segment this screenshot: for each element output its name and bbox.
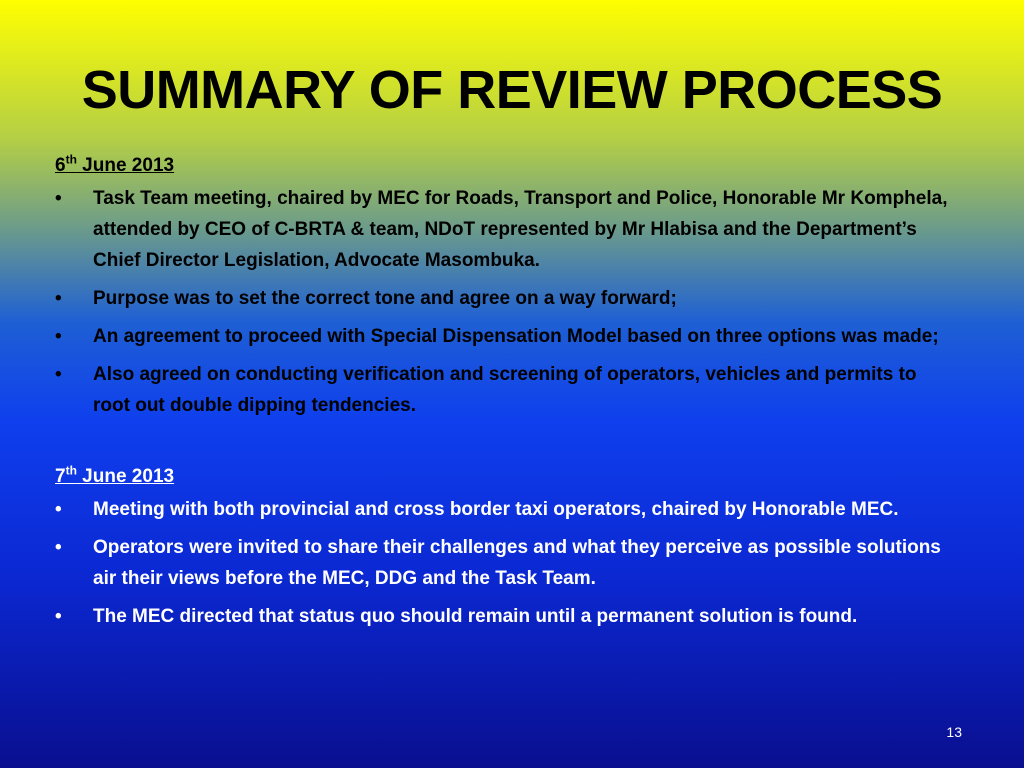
- date-day: 6: [55, 155, 66, 176]
- slide-content: [55, 150, 955, 639]
- bullet-list-june-6: [55, 183, 955, 421]
- list-item: • Also agreed on conducting verification and screening of operators, vehicles and permits to root out double dipping tendencies.: [55, 359, 955, 421]
- list-item: • The MEC directed that status quo should remain until a permanent solution is found.: [55, 601, 955, 632]
- section-date-june-6: [55, 150, 955, 181]
- list-item: • Meeting with both provincial and cross border taxi operators, chaired by Honorable MEC.: [55, 494, 955, 525]
- slide-title: SUMMARY OF REVIEW PROCESS: [81, 60, 943, 120]
- date-suffix: th: [65, 463, 77, 478]
- bullet-list-june-7: [55, 494, 955, 632]
- date-rest: June 2013: [76, 466, 175, 487]
- list-item: • An agreement to proceed with Special Dispensation Model based on three options was made;: [55, 321, 955, 352]
- page-number: 13: [946, 724, 962, 740]
- date-suffix: th: [65, 152, 77, 167]
- section-spacer: [55, 428, 955, 461]
- date-rest: June 2013: [76, 155, 175, 176]
- section-date-june-7: [55, 461, 955, 492]
- list-item: • Purpose was to set the correct tone and agree on a way forward;: [55, 283, 955, 314]
- list-item: • Operators were invited to share their challenges and what they perceive as possible solutions air their views before the MEC, DDG and the Task Team.: [55, 532, 955, 594]
- list-item: • Task Team meeting, chaired by MEC for Roads, Transport and Police, Honorable Mr Komphela, attended by CEO of C-BRTA & team, NDoT represented by Mr Hlabisa and the Department’s Chief Director Legislation, Advocate Masombuka.: [55, 183, 955, 276]
- date-day: 7: [55, 466, 66, 487]
